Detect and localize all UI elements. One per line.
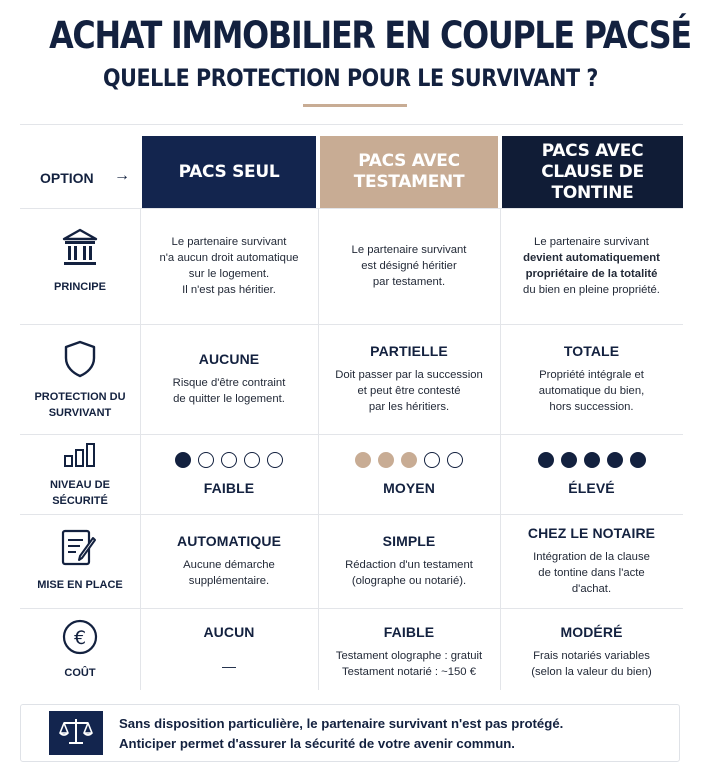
rating-dot-filled (561, 452, 577, 468)
cell-principe-tontine (500, 208, 683, 324)
rating-dot-filled (175, 452, 191, 468)
row-label-mise-en-place (20, 528, 140, 593)
rating-dot-empty (267, 452, 283, 468)
cell-cout-testament (318, 608, 500, 690)
page-title: ACHAT IMMOBILIER EN COUPLE PACSÉ (49, 14, 691, 57)
cell-mise-en-place-pacs-seul (140, 514, 318, 608)
cell-principe-pacs-seul (140, 208, 318, 324)
cell-text: Propriété intégrale et automatique du bien, hors succession. (538, 369, 645, 413)
row-label-text: PRINCIPE (54, 281, 106, 293)
security-rating (355, 452, 463, 468)
rating-dot-empty (198, 452, 214, 468)
cell-protection-testament (318, 324, 500, 434)
cell-heading: AUCUN (203, 624, 255, 640)
arrow-right-icon: → (114, 167, 130, 184)
row-label-text: MISE EN PLACE (37, 579, 123, 591)
cell-heading: ÉLEVÉ (568, 480, 615, 496)
cell-heading: AUCUNE (198, 351, 260, 367)
cell-text-strong: devient automatiquement propriétaire de la totalité (523, 252, 660, 280)
scales-icon (59, 716, 93, 751)
cell-text: Testament olographe : gratuit Testament notarié : ~150 € (335, 650, 483, 678)
cell-text: Aucune démarche supplémentaire. (183, 559, 275, 587)
cell-securite-pacs-seul (140, 434, 318, 514)
row-label-text: NIVEAU DE SÉCURITÉ (50, 479, 110, 507)
footer-icon-badge (49, 711, 103, 755)
cell-securite-testament (318, 434, 500, 514)
security-rating (538, 452, 646, 468)
cell-mise-en-place-testament (318, 514, 500, 608)
cell-text: Intégration de la clause de tontine dans l'acte d'achat. (533, 551, 650, 595)
row-label-principe (20, 228, 140, 295)
cell-heading: SIMPLE (382, 533, 436, 549)
bar-chart-icon (20, 442, 140, 473)
cell-text: Le partenaire survivant est désigné héritier par testament. (351, 244, 467, 288)
svg-text:€: € (73, 627, 87, 649)
rating-dot-filled (584, 452, 600, 468)
document-pen-icon (20, 528, 140, 573)
footer-message (119, 714, 563, 754)
row-label-text: PROTECTION DU SURVIVANT (34, 391, 126, 419)
cell-text: Doit passer par la succession et peut être contesté par les héritiers. (335, 369, 483, 413)
cell-text (159, 234, 298, 298)
rating-dot-filled (378, 452, 394, 468)
title-divider (303, 104, 407, 107)
footer-line-2: Anticiper permet d'assurer la sécurité de votre avenir commun. (119, 736, 515, 751)
cell-text-body: Le partenaire survivant n'a aucun droit automatique sur le logement. (159, 236, 299, 280)
cell-heading: FAIBLE (203, 480, 255, 496)
rating-dot-filled (401, 452, 417, 468)
rating-dot-filled (538, 452, 554, 468)
footer-note (20, 704, 680, 762)
cell-text: Frais notariés variables (selon la valeur du bien) (531, 650, 652, 678)
security-rating (175, 452, 283, 468)
bank-icon (20, 228, 140, 273)
cell-mise-en-place-tontine (500, 514, 683, 608)
comparison-table (20, 124, 683, 690)
euro-icon (20, 618, 140, 661)
cell-protection-tontine (500, 324, 683, 434)
cell-heading: FAIBLE (383, 624, 435, 640)
page-subtitle: QUELLE PROTECTION POUR LE SURVIVANT ? (103, 64, 598, 92)
row-label-cout (20, 618, 140, 681)
cell-text-strong: Il n'est pas héritier. (182, 284, 276, 296)
row-label-protection (20, 340, 140, 421)
rating-dot-filled (630, 452, 646, 468)
rating-dot-empty (244, 452, 260, 468)
option-label: OPTION (40, 170, 94, 186)
cell-text: Risque d'être contraint de quitter le logement. (172, 377, 286, 405)
rating-dot-empty (447, 452, 463, 468)
rating-dot-empty (221, 452, 237, 468)
cell-heading: MODÉRÉ (560, 624, 623, 640)
rating-dot-filled (607, 452, 623, 468)
cell-cout-pacs-seul (140, 608, 318, 690)
cell-protection-pacs-seul (140, 324, 318, 434)
cell-heading: CHEZ LE NOTAIRE (527, 525, 656, 541)
cell-text (523, 234, 660, 298)
column-header-pacs-seul: PACS SEUL (142, 136, 316, 208)
cell-heading: MOYEN (383, 480, 435, 496)
cell-securite-tontine (500, 434, 683, 514)
rating-dot-filled (355, 452, 371, 468)
column-header-pacs-testament: PACS AVEC TESTAMENT (320, 136, 498, 208)
rating-dot-empty (424, 452, 440, 468)
footer-line-1: Sans disposition particulière, le partenaire survivant n'est pas protégé. (119, 716, 564, 731)
column-header-pacs-tontine: PACS AVEC CLAUSE DE TONTINE (502, 136, 683, 208)
table-top-rule (20, 124, 683, 125)
cell-text-body: du bien en pleine propriété. (523, 284, 660, 296)
row-label-securite (20, 442, 140, 509)
cell-dash: — (222, 658, 236, 674)
shield-icon (20, 340, 140, 383)
cell-text-body: Le partenaire survivant (534, 236, 649, 248)
cell-heading: PARTIELLE (370, 343, 448, 359)
cell-heading: TOTALE (563, 343, 620, 359)
cell-cout-tontine (500, 608, 683, 690)
row-label-text: COÛT (64, 667, 96, 679)
cell-heading: AUTOMATIQUE (176, 533, 282, 549)
cell-text: Rédaction d'un testament (olographe ou notarié). (345, 559, 473, 587)
cell-principe-testament (318, 208, 500, 324)
